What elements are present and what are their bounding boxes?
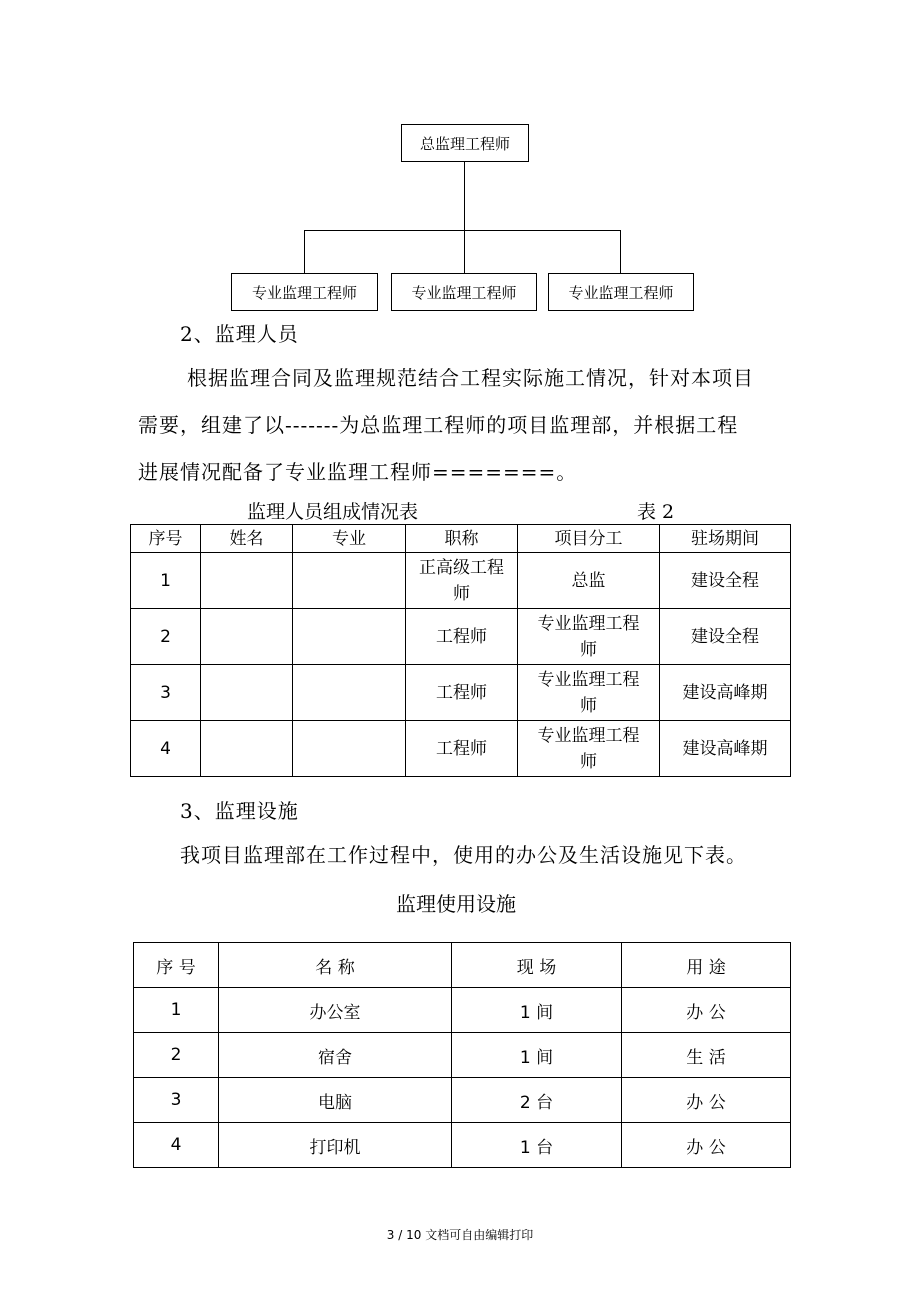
header-cell: 序号 xyxy=(131,525,201,553)
table-row xyxy=(134,1078,791,1123)
table-cell: 3 xyxy=(131,665,201,721)
table-cell xyxy=(201,721,293,777)
page-footer: 3 / 10 文档可自由编辑打印 xyxy=(386,1228,534,1242)
table-cell xyxy=(293,665,406,721)
table-cell: 打印机 xyxy=(219,1123,452,1168)
table-cell: 建设全程 xyxy=(660,553,791,609)
table-label: 表 2 xyxy=(637,501,675,523)
table-cell: 专业监理工程 师 xyxy=(518,665,660,721)
table-cell: 总监 xyxy=(518,553,660,609)
paragraph-line: 需要，组建了以-------为总监理工程师的项目监理部，并根据工程 xyxy=(138,413,739,437)
header-cell: 驻场期间 xyxy=(660,525,791,553)
table-cell: 专业监理工程 师 xyxy=(518,721,660,777)
table-cell: 专业监理工程 师 xyxy=(518,609,660,665)
table-cell: 1 台 xyxy=(452,1123,622,1168)
header-cell: 项目分工 xyxy=(518,525,660,553)
table-row xyxy=(131,721,791,777)
paragraph-line: 根据监理合同及监理规范结合工程实际施工情况，针对本项目 xyxy=(187,366,754,390)
table-cell: 1 xyxy=(131,553,201,609)
table-row xyxy=(131,553,791,609)
table-cell: 宿舍 xyxy=(219,1033,452,1078)
header-cell: 现 场 xyxy=(452,943,622,988)
table-cell xyxy=(293,609,406,665)
header-cell: 姓名 xyxy=(201,525,293,553)
table-row xyxy=(131,665,791,721)
table-cell: 工程师 xyxy=(406,609,518,665)
header-cell: 序 号 xyxy=(134,943,219,988)
table-header-row xyxy=(134,943,791,988)
table-row xyxy=(134,1033,791,1078)
org-node-specialist-1: 专业监理工程师 xyxy=(231,273,378,311)
table-cell: 建设高峰期 xyxy=(660,721,791,777)
table-cell: 2 台 xyxy=(452,1078,622,1123)
table-cell: 4 xyxy=(134,1123,219,1168)
section-heading: 2、监理人员 xyxy=(180,322,299,346)
table-cell: 工程师 xyxy=(406,665,518,721)
table-cell: 1 间 xyxy=(452,1033,622,1078)
table-cell: 1 xyxy=(134,988,219,1033)
table-header-row xyxy=(131,525,791,553)
table-row xyxy=(134,988,791,1033)
table-cell: 办 公 xyxy=(622,988,791,1033)
org-connector xyxy=(464,162,465,230)
table-cell: 2 xyxy=(131,609,201,665)
table-cell xyxy=(201,609,293,665)
personnel-table xyxy=(130,524,791,777)
table-cell: 生 活 xyxy=(622,1033,791,1078)
paragraph: 我项目监理部在工作过程中，使用的办公及生活设施见下表。 xyxy=(180,843,747,867)
table-cell: 办 公 xyxy=(622,1123,791,1168)
facility-table xyxy=(133,942,791,1168)
org-connector xyxy=(620,230,621,273)
table-cell xyxy=(201,665,293,721)
table-cell xyxy=(293,721,406,777)
table-cell: 2 xyxy=(134,1033,219,1078)
header-cell: 职称 xyxy=(406,525,518,553)
table-row xyxy=(131,609,791,665)
header-cell: 名 称 xyxy=(219,943,452,988)
table-cell: 4 xyxy=(131,721,201,777)
table-cell: 3 xyxy=(134,1078,219,1123)
table-cell: 办 公 xyxy=(622,1078,791,1123)
table-title: 监理使用设施 xyxy=(396,892,516,916)
table-cell: 建设全程 xyxy=(660,609,791,665)
table-cell: 建设高峰期 xyxy=(660,665,791,721)
table-row xyxy=(134,1123,791,1168)
org-connector xyxy=(304,230,305,273)
header-cell: 用 途 xyxy=(622,943,791,988)
org-connector xyxy=(464,230,465,273)
org-node-specialist-3: 专业监理工程师 xyxy=(548,273,694,311)
table-cell: 正高级工程 师 xyxy=(406,553,518,609)
table-cell: 1 间 xyxy=(452,988,622,1033)
org-connector xyxy=(304,230,621,231)
section-heading: 3、监理设施 xyxy=(180,799,299,823)
table-cell xyxy=(201,553,293,609)
paragraph-line: 进展情况配备了专业监理工程师=======。 xyxy=(138,460,578,484)
table-cell: 办公室 xyxy=(219,988,452,1033)
header-cell: 专业 xyxy=(293,525,406,553)
org-node-chief-engineer: 总监理工程师 xyxy=(401,124,529,162)
org-node-specialist-2: 专业监理工程师 xyxy=(391,273,537,311)
table-cell: 电脑 xyxy=(219,1078,452,1123)
table-title: 监理人员组成情况表 xyxy=(247,501,419,523)
table-cell xyxy=(293,553,406,609)
table-cell: 工程师 xyxy=(406,721,518,777)
